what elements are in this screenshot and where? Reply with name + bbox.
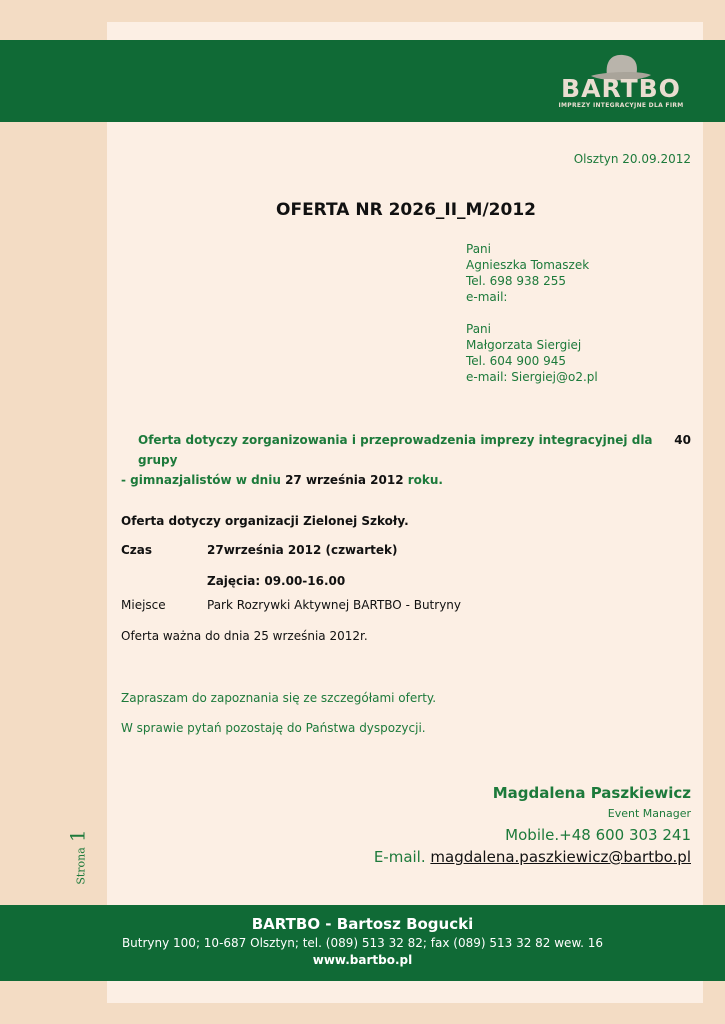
recipient-name: Małgorzata Siergiej: [466, 338, 582, 352]
recipient-salutation: Pani: [466, 242, 491, 256]
offer-validity: Oferta ważna do dnia 25 września 2012r.: [121, 629, 368, 643]
recipient-salutation: Pani: [466, 322, 491, 336]
intro-date: 27 września 2012: [285, 473, 404, 487]
recipient-email: e-mail:: [466, 290, 508, 304]
page-number: [66, 829, 90, 884]
signature-mobile: Mobile.+48 600 303 241: [505, 826, 691, 844]
email-label: E-mail.: [373, 848, 426, 866]
offer-title: OFERTA NR 2026_II_M/2012: [276, 200, 536, 220]
logo-text: BARTBO: [561, 74, 681, 103]
recipient-email: e-mail: Siergiej@o2.pl: [466, 370, 598, 384]
recipient-phone: Tel. 698 938 255: [466, 274, 566, 288]
signature-email: [374, 848, 691, 866]
footer-address: Butryny 100; 10-687 Olsztyn; tel. (089) 513 32 82; fax (089) 513 32 82 wew. 16: [121, 936, 604, 950]
bartbo-logo: [551, 52, 691, 112]
offer-intro: [121, 430, 691, 490]
recipient-2: [466, 321, 598, 385]
place-label: Miejsce: [121, 598, 166, 612]
recipient-name: Agnieszka Tomaszek: [466, 258, 590, 272]
footer-company: BARTBO - Bartosz Bogucki: [251, 915, 474, 933]
email-link[interactable]: magdalena.paszkiewicz@bartbo.pl: [430, 848, 691, 866]
intro-count: 40: [674, 433, 691, 447]
time-label: Czas: [121, 543, 153, 557]
activities-time: Zajęcia: 09.00-16.00: [207, 574, 346, 588]
page-number-value: 1: [65, 829, 90, 843]
page-number-label: Strona: [74, 847, 88, 885]
footer-website[interactable]: www.bartbo.pl: [312, 953, 413, 967]
intro-text-3: roku.: [407, 473, 443, 487]
logo-tagline: IMPREZY INTEGRACYJNE DLA FIRM: [558, 102, 684, 109]
letter-date: Olsztyn 20.09.2012: [573, 152, 691, 166]
closing-line-2: W sprawie pytań pozostaję do Państwa dyspozycji.: [121, 721, 426, 735]
time-value: 27września 2012 (czwartek): [207, 543, 398, 557]
signature-role: Event Manager: [607, 807, 691, 820]
intro-text-2: - gimnazjalistów w dniu: [121, 473, 281, 487]
closing-line-1: Zapraszam do zapoznania się ze szczegółami oferty.: [121, 691, 437, 705]
signature-name: Magdalena Paszkiewicz: [492, 784, 691, 802]
place-value: Park Rozrywki Aktywnej BARTBO - Butryny: [207, 598, 461, 612]
green-school-line: Oferta dotyczy organizacji Zielonej Szkoły.: [121, 514, 409, 528]
footer-band: [0, 905, 725, 981]
intro-text-1: Oferta dotyczy zorganizowania i przeprowadzenia imprezy integracyjnej dla grupy: [138, 433, 653, 467]
recipient-1: [466, 241, 589, 305]
header-band: [0, 40, 725, 122]
recipient-phone: Tel. 604 900 945: [466, 354, 566, 368]
